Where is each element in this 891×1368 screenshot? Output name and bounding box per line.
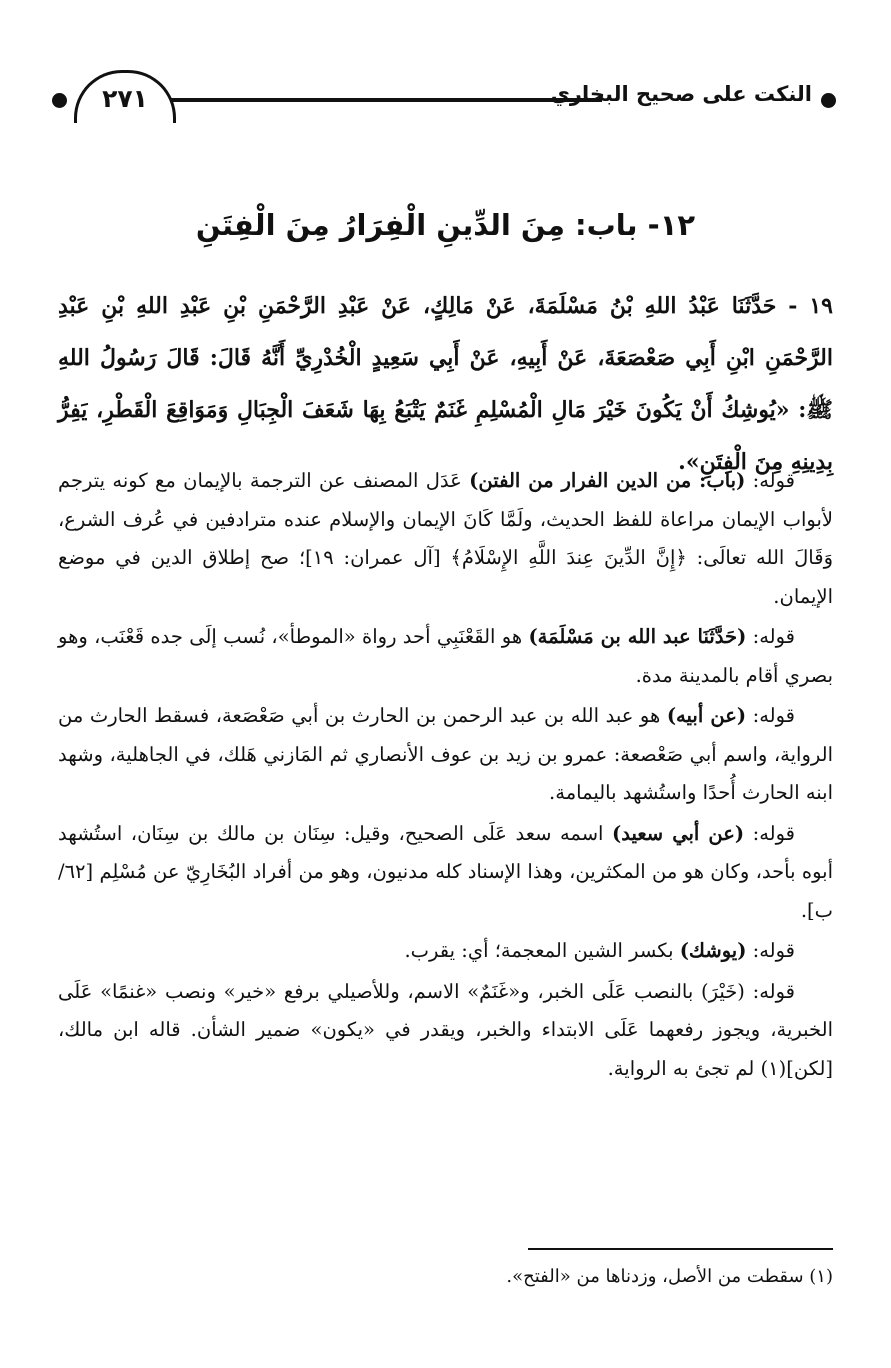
header-dot-left <box>52 93 67 108</box>
commentary-paragraph: قوله: (عن أبي سعيد) اسمه سعد عَلَى الصحيح، وقيل: سِنَان بن مالك بن سِنَان، استُشهد أبوه بأحد، وكان هو من المكثرين، وهذا الإسناد كله مدنيون، وهو من أفراد البُخَارِيّ عن مُسْلِم [٦٢/ب]. <box>58 821 833 922</box>
commentary-paragraph: قوله: (باب: من الدين الفرار من الفتن) عَدَل المصنف عن الترجمة بالإيمان مع كونه يترجم لأبواب الإيمان مراعاة للفظ الحديث، ولَمَّا كَانَ الإيمان والإسلام عنده مترادفين في عُرف الشرع، وَقَالَ الله تعالَى: ﴿إِنَّ الدِّينَ عِندَ اللَّهِ الإِسْلَامُ﴾ [آل عمران: ١٩]؛ صح إطلاق الدين في موضع الإيمان. <box>58 469 833 608</box>
commentary-paragraph: قوله: (خَيْرَ) بالنصب عَلَى الخبر، و«غَنَمٌ» الاسم، وللأصيلي برفع «خير» ونصب «غنمًا» عَلَى الخبرية، ويجوز رفعهما عَلَى الابتداء والخبر، ويقدر في «يكون» ضمير الشأن. قاله ابن مالك، [لكن](١) لم تجئ به الرواية. <box>58 979 833 1080</box>
header-rule <box>170 98 602 102</box>
page-number: ٢٧١ <box>74 70 176 123</box>
commentary-paragraph: قوله: (يوشك) بكسر الشين المعجمة؛ أي: يقرب. <box>404 939 795 962</box>
footnote: (١) سقطت من الأصل، وزدناها من «الفتح». <box>506 1266 833 1287</box>
footnote-rule <box>528 1248 833 1250</box>
commentary <box>58 462 833 1090</box>
commentary-paragraph: قوله: (عن أبيه) هو عبد الله بن عبد الرحمن بن الحارث بن أبي صَعْصَعة، فسقط الحارث من الرواية، واسم أبي صَعْصعة: عمرو بن زيد بن عوف الأنصاري ثم المَازني هَلك، في الجاهلية، وشهد ابنه الحارث أُحدًا واستُشهد باليمامة. <box>58 704 833 804</box>
chapter-heading: ١٢- باب: مِنَ الدِّينِ الْفِرَارُ مِنَ الْفِتَنِ <box>195 208 696 242</box>
commentary-paragraph: قوله: (حَدَّثَنَا عبد الله بن مَسْلَمَة) هو القَعْنَبِي أحد رواة «الموطأ»، نُسب إلَى جده قَعْنَب، وهو بصري أقام بالمدينة مدة. <box>58 625 833 687</box>
running-title: النكت على صحيح البخاري <box>550 82 812 106</box>
header-dot-right <box>821 93 836 108</box>
hadith-text: ١٩ - حَدَّثَنَا عَبْدُ اللهِ بْنُ مَسْلَمَةَ، عَنْ مَالِكٍ، عَنْ عَبْدِ الرَّحْمَنِ بْنِ عَبْدِ اللهِ بْنِ عَبْدِ الرَّحْمَنِ ابْنِ أَبِي صَعْصَعَةَ، عَنْ أَبِيهِ، عَنْ أَبِي سَعِيدٍ الْخُدْرِيِّ أَنَّهُ قَالَ: قَالَ رَسُولُ اللهِ ﷺ: «يُوشِكُ أَنْ يَكُونَ خَيْرَ مَالِ الْمُسْلِمِ غَنَمٌ يَتْبَعُ بِهَا شَعَفَ الْجِبَالِ وَمَوَاقِعَ الْقَطْرِ، يَفِرُّ بِدِينِهِ مِنَ الْفِتَنِ». <box>58 293 833 475</box>
page-header <box>52 70 842 130</box>
